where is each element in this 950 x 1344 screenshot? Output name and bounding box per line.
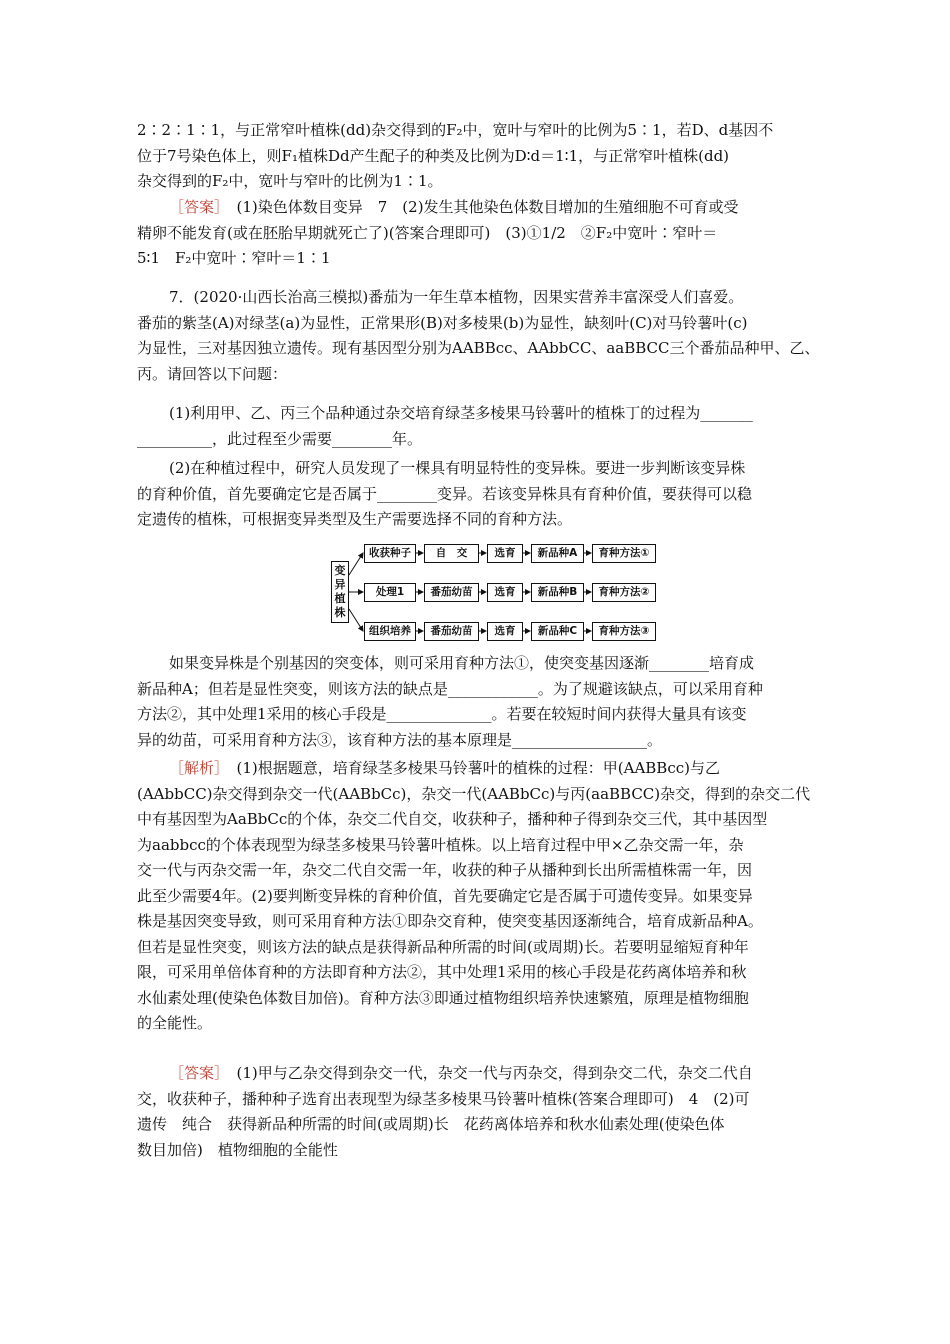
text-line: 中有基因型为AaBbCc的个体，杂交二代自交，收获种子，播种种子得到杂交三代，其中基因型 bbox=[137, 810, 768, 828]
text-line bbox=[137, 1061, 817, 1087]
step-box: 收获种子 bbox=[364, 544, 416, 563]
step-box: 新品种A bbox=[531, 544, 584, 563]
text-line bbox=[137, 756, 817, 782]
step-box: 组织培养 bbox=[364, 622, 416, 641]
text-line: 数目加倍) 植物细胞的全能性 bbox=[137, 1140, 338, 1159]
text-line: 定遗传的植株，可根据变异类型及生产需要选择不同的育种方法。 bbox=[137, 510, 573, 528]
text-line: 新品种A；但若是显性突变，则该方法的缺点是____________。为了规避该缺点，可以采用育种 bbox=[137, 679, 763, 698]
step-box: 育种方法② bbox=[592, 583, 656, 602]
text-line: 但若是显性突变，则该方法的缺点是获得新品种所需的时间(或周期)长。若要明显缩短育种年 bbox=[137, 937, 749, 956]
text-line: 遗传 纯合 获得新品种所需的时间(或周期)长 花药离体培养和秋水仙素处理(使染色体 bbox=[137, 1115, 725, 1133]
text-line: 交，收获种子，播种种子选育出表现型为绿茎多棱果马铃薯叶植株(答案合理即可) 4 (2)可 bbox=[137, 1089, 750, 1108]
text-line: 水仙素处理(使染色体数目加倍)。育种方法③即通过植物组织培养快速繁殖，原理是植物细胞 bbox=[137, 988, 749, 1007]
text-line: 的全能性。 bbox=[137, 1014, 213, 1032]
step-box: 自 交 bbox=[424, 544, 479, 563]
text-line: 丙。请回答以下问题： bbox=[137, 364, 288, 383]
text-line: 为aabbcc的个体表现型为绿茎多棱果马铃薯叶植株。以上培育过程中甲×乙杂交需一年，杂 bbox=[137, 835, 744, 854]
text-line: 2∶2∶1∶1，与正常窄叶植株(dd)杂交得到的F₂中，宽叶与窄叶的比例为5∶1，若D、d基因不 bbox=[137, 121, 774, 139]
text-line: 7．(2020·山西长治高三模拟)番茄为一年生草本植物，因果实营养丰富深受人们喜爱。 bbox=[169, 288, 744, 306]
step-box: 选育 bbox=[487, 622, 523, 641]
answer-text: (1)甲与乙杂交得到杂交一代，杂交一代与丙杂交，得到杂交二代，杂交二代自 bbox=[221, 1064, 753, 1082]
step-box: 新品种C bbox=[531, 622, 584, 641]
text-line: 此至少需要4年。(2)要判断变异株的育种价值，首先要确定它是否属于可遗传变异。如果变异 bbox=[137, 886, 753, 905]
step-box: 育种方法① bbox=[592, 544, 656, 563]
text-line: 番茄的紫茎(A)对绿茎(a)为显性，正常果形(B)对多棱果(b)为显性，缺刻叶(C)对马铃薯叶(c) bbox=[137, 313, 748, 332]
analysis-tag: ［解析］ bbox=[169, 759, 222, 777]
step-box: 育种方法③ bbox=[592, 622, 656, 641]
text-line: __________，此过程至少需要________年。 bbox=[137, 429, 423, 448]
text-line: 杂交得到的F₂中，宽叶与窄叶的比例为1∶1。 bbox=[137, 172, 443, 190]
answer-block-2 bbox=[137, 1061, 817, 1163]
text-line bbox=[137, 195, 817, 221]
answer-text: (1)染色体数目变异 7 (2)发生其他染色体数目增加的生殖细胞不可育或受 bbox=[221, 198, 739, 216]
text-line: 限，可采用单倍体育种的方法即育种方法②，其中处理1采用的核心手段是花药离体培养和秋 bbox=[137, 963, 747, 981]
answer-tag: ［答案］ bbox=[169, 198, 222, 216]
step-box: 处理1 bbox=[364, 583, 416, 602]
step-box: 选育 bbox=[487, 583, 523, 602]
analysis-block bbox=[137, 756, 817, 1037]
breeding-flow-diagram bbox=[329, 541, 659, 641]
text-line: 的育种价值，首先要确定它是否属于________变异。若该变异株具有育种价值，要获得可以稳 bbox=[137, 484, 753, 503]
question-7-part-3 bbox=[137, 651, 817, 753]
text-line: 异的幼苗，可采用育种方法③，该育种方法的基本原理是__________________。 bbox=[137, 730, 663, 749]
text-line: 为显性，三对基因独立遗传。现有基因型分别为AABBcc、AAbbCC、aaBBCC三个番茄品种甲、乙、 bbox=[137, 339, 820, 357]
step-box: 番茄幼苗 bbox=[424, 583, 479, 602]
text-line: 方法②，其中处理1采用的核心手段是______________。若要在较短时间内获得大量具有该变 bbox=[137, 705, 747, 723]
paragraph-continuation bbox=[137, 118, 817, 195]
step-box: 番茄幼苗 bbox=[424, 622, 479, 641]
step-box: 选育 bbox=[487, 544, 523, 563]
text-line: (AAbbCC)杂交得到杂交一代(AABbCc)，杂交一代(AABbCc)与丙(aaBBCC)杂交，得到的杂交二代 bbox=[137, 784, 811, 803]
text-line: 交一代与丙杂交需一年，杂交二代自交需一年，收获的种子从播种到长出所需植株需一年，因 bbox=[137, 861, 753, 879]
question-7-part-1 bbox=[137, 401, 817, 452]
text-line: 如果变异株是个别基因的突变体，则可采用育种方法①，使突变基因逐渐________培育成 bbox=[169, 654, 755, 672]
answer-tag: ［答案］ bbox=[169, 1064, 222, 1082]
source-plant-box: 变 异 植 株 bbox=[331, 561, 349, 623]
answer-block-1 bbox=[137, 195, 817, 272]
text-line: 位于7号染色体上，则F₁植株Dd产生配子的种类及比例为D∶d＝1∶1，与正常窄叶植株(dd) bbox=[137, 146, 730, 165]
analysis-text: (1)根据题意，培育绿茎多棱果马铃薯叶的植株的过程：甲(AABBcc)与乙 bbox=[221, 759, 720, 777]
text-line: (1)利用甲、乙、丙三个品种通过杂交培育绿茎多棱果马铃薯叶的植株丁的过程为_______ bbox=[169, 404, 753, 422]
text-line: 精卵不能发育(或在胚胎早期就死亡了)(答案合理即可) (3)①1/2 ②F₂中宽叶∶窄叶＝ bbox=[137, 223, 718, 242]
text-line: 株是基因突变导致，则可采用育种方法①即杂交育种，使突变基因逐渐纯合，培育成新品种A。 bbox=[137, 912, 763, 930]
question-7 bbox=[137, 285, 820, 387]
text-line: (2)在种植过程中，研究人员发现了一棵具有明显特性的变异株。要进一步判断该变异株 bbox=[169, 459, 746, 477]
text-line: 5∶1 F₂中宽叶∶窄叶＝1∶1 bbox=[137, 249, 331, 267]
step-box: 新品种B bbox=[531, 583, 584, 602]
question-7-part-2 bbox=[137, 456, 817, 533]
